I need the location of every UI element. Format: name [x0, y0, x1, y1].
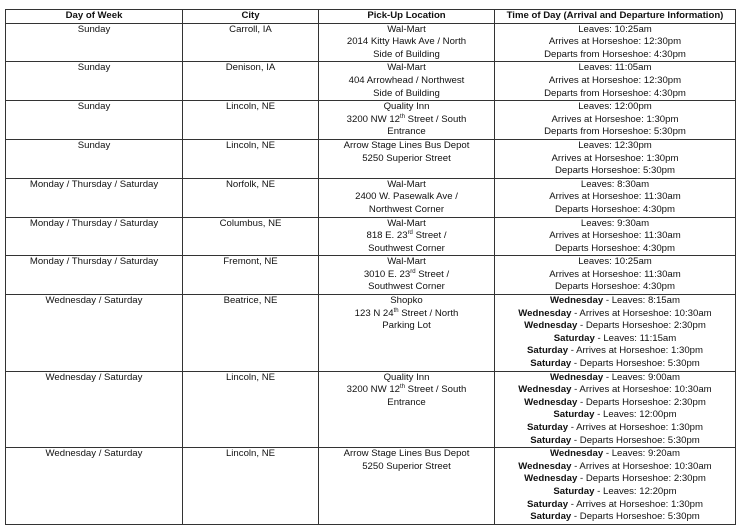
time-line: Leaves: 12:30pm [578, 139, 652, 151]
time-text: - Leaves: 9:20am [603, 448, 680, 460]
cell-day-of-week: Wednesday / Saturday [6, 295, 183, 372]
cell-time-of-day [495, 62, 736, 101]
time-line [497, 486, 733, 499]
time-line: Departs Horseshoe: 4:30pm [555, 281, 675, 293]
cell-city: Lincoln, NE [183, 371, 319, 448]
time-text: - Departs Horseshoe: 2:30pm [577, 396, 706, 408]
day-label: Saturday [553, 485, 595, 497]
cell-day-of-week: Monday / Thursday / Saturday [6, 178, 183, 217]
day-label: Wednesday [524, 473, 578, 485]
day-label: Wednesday [550, 371, 604, 383]
time-line: Arrives at Horseshoe: 12:30pm [548, 36, 682, 48]
time-line [497, 295, 733, 308]
cell-day-of-week: Wednesday / Saturday [6, 448, 183, 525]
table-row [6, 139, 736, 178]
day-label: Wednesday [524, 396, 578, 408]
time-line [497, 448, 733, 461]
location-line: Wal-Mart [387, 23, 426, 35]
location-text: 3200 NW 12 [346, 384, 400, 396]
location-line: Quality Inn [383, 371, 430, 383]
time-text: - Arrives at Horseshoe: 1:30pm [568, 422, 703, 433]
cell-city: Columbus, NE [183, 217, 319, 256]
time-line: Leaves: 8:30am [580, 178, 650, 190]
table-row [6, 295, 736, 372]
time-text: - Leaves: 12:20pm [594, 485, 677, 497]
time-line [497, 320, 733, 333]
location-line: Southwest Corner [368, 242, 445, 254]
cell-time-of-day [495, 256, 736, 295]
cell-time-of-day [495, 178, 736, 217]
time-line [497, 333, 733, 346]
cell-day-of-week: Wednesday / Saturday [6, 371, 183, 448]
cell-pickup-location [319, 371, 495, 448]
location-line [321, 384, 492, 397]
time-line [497, 345, 733, 358]
location-line [321, 230, 492, 243]
location-line: 2014 Kitty Hawk Ave / North [346, 36, 467, 48]
location-line: Parking Lot [382, 320, 431, 332]
cell-time-of-day [495, 295, 736, 372]
time-text: - Departs Horseshoe: 5:30pm [571, 434, 700, 446]
location-line [321, 308, 492, 321]
cell-day-of-week: Sunday [6, 139, 183, 178]
time-line: Leaves: 11:05am [578, 62, 652, 74]
time-line: Arrives at Horseshoe: 1:30pm [551, 113, 679, 125]
time-text: - Departs Horseshoe: 2:30pm [577, 320, 706, 332]
time-line [497, 473, 733, 486]
day-label: Saturday [553, 409, 595, 421]
location-line [321, 269, 492, 282]
time-text: - Departs Horseshoe: 5:30pm [571, 511, 700, 523]
header-time-of-day: Time of Day (Arrival and Departure Information) [495, 10, 736, 24]
location-line: Arrow Stage Lines Bus Depot [343, 448, 470, 460]
location-line: Northwest Corner [368, 203, 445, 215]
cell-pickup-location [319, 178, 495, 217]
location-text: 123 N 24 [354, 307, 394, 319]
table-row [6, 62, 736, 101]
location-line: Wal-Mart [387, 256, 426, 268]
day-label: Wednesday [524, 320, 578, 332]
day-label: Wednesday [518, 460, 572, 472]
location-line: 5250 Superior Street [362, 460, 451, 472]
cell-city: Lincoln, NE [183, 101, 319, 140]
time-line: Departs Horseshoe: 5:30pm [555, 165, 675, 177]
header-pickup-location: Pick-Up Location [319, 10, 495, 24]
day-label: Wednesday [550, 448, 604, 460]
location-line: Southwest Corner [368, 281, 445, 293]
location-line [321, 114, 492, 127]
cell-city: Beatrice, NE [183, 295, 319, 372]
cell-time-of-day [495, 217, 736, 256]
table-row [6, 371, 736, 448]
time-line [497, 499, 733, 512]
time-line [497, 397, 733, 410]
time-line [497, 409, 733, 422]
time-text: - Arrives at Horseshoe: 10:30am [571, 460, 712, 472]
time-line [497, 308, 733, 321]
location-line: Quality Inn [383, 101, 430, 113]
header-day-of-week: Day of Week [6, 10, 183, 24]
time-line [497, 358, 733, 371]
day-label: Saturday [527, 345, 569, 357]
cell-day-of-week: Sunday [6, 62, 183, 101]
cell-pickup-location [319, 295, 495, 372]
time-line: Departs Horseshoe: 4:30pm [555, 242, 675, 254]
cell-city: Norfolk, NE [183, 178, 319, 217]
location-line: Wal-Mart [387, 217, 426, 229]
time-line [497, 372, 733, 385]
table-row [6, 101, 736, 140]
time-text: - Departs Horseshoe: 5:30pm [571, 358, 700, 370]
day-label: Wednesday [550, 295, 604, 307]
time-line: Leaves: 10:25am [578, 256, 652, 268]
cell-time-of-day [495, 139, 736, 178]
time-line: Arrives at Horseshoe: 11:30am [549, 268, 681, 280]
location-text: 3010 E. 23 [363, 268, 411, 280]
cell-pickup-location [319, 448, 495, 525]
location-line: Entrance [387, 396, 426, 408]
cell-pickup-location [319, 139, 495, 178]
cell-city: Lincoln, NE [183, 139, 319, 178]
location-line: Arrow Stage Lines Bus Depot [343, 139, 470, 151]
time-text: - Leaves: 12:00pm [594, 409, 677, 421]
time-text: - Arrives at Horseshoe: 1:30pm [568, 498, 703, 510]
location-line: Wal-Mart [387, 178, 426, 190]
day-label: Wednesday [518, 384, 572, 396]
table-row [6, 23, 736, 62]
time-line: Arrives at Horseshoe: 12:30pm [548, 74, 682, 86]
bus-schedule-table [5, 9, 736, 525]
cell-city: Lincoln, NE [183, 448, 319, 525]
time-line: Departs from Horseshoe: 4:30pm [544, 87, 686, 99]
location-line: 404 Arrowhead / Northwest [348, 74, 465, 86]
time-line: Departs from Horseshoe: 5:30pm [544, 126, 686, 138]
time-text: - Arrives at Horseshoe: 1:30pm [568, 345, 703, 357]
table-row [6, 178, 736, 217]
location-text: Street / North [398, 307, 459, 319]
day-label: Saturday [530, 434, 572, 446]
cell-day-of-week: Sunday [6, 101, 183, 140]
location-text: Street / [412, 230, 447, 242]
location-text: Street / South [405, 384, 467, 396]
time-line [497, 422, 733, 435]
time-line [497, 461, 733, 474]
location-text: Street / [415, 268, 450, 280]
location-text: Street / South [405, 113, 467, 125]
location-line: Wal-Mart [387, 62, 426, 74]
time-text: - Leaves: 9:00am [603, 371, 680, 383]
ordinal-suffix: th [399, 384, 405, 391]
ordinal-suffix: rd [410, 268, 416, 275]
table-row [6, 217, 736, 256]
cell-day-of-week: Monday / Thursday / Saturday [6, 256, 183, 295]
time-line: Leaves: 12:00pm [578, 101, 652, 113]
location-line: 5250 Superior Street [362, 152, 451, 164]
cell-pickup-location [319, 101, 495, 140]
location-text: 818 E. 23 [366, 230, 408, 242]
time-text: - Leaves: 11:15am [594, 332, 677, 344]
table-header-row [6, 10, 736, 24]
cell-day-of-week: Sunday [6, 23, 183, 62]
location-line: Entrance [387, 126, 426, 138]
cell-day-of-week: Monday / Thursday / Saturday [6, 217, 183, 256]
table-body [6, 23, 736, 524]
day-label: Wednesday [518, 307, 572, 319]
day-label: Saturday [530, 511, 572, 523]
schedule-table-wrapper [5, 9, 736, 525]
time-line: Departs Horseshoe: 4:30pm [555, 203, 675, 215]
time-line [497, 511, 733, 524]
day-label: Saturday [527, 422, 569, 433]
time-text: - Arrives at Horseshoe: 10:30am [571, 384, 712, 396]
cell-city: Denison, IA [183, 62, 319, 101]
time-line [497, 384, 733, 397]
cell-pickup-location [319, 23, 495, 62]
time-line: Leaves: 10:25am [578, 23, 652, 35]
day-label: Saturday [530, 358, 572, 370]
ordinal-suffix: rd [407, 229, 413, 236]
ordinal-suffix: th [399, 113, 405, 120]
time-line: Arrives at Horseshoe: 1:30pm [551, 152, 679, 164]
time-line: Arrives at Horseshoe: 11:30am [549, 191, 681, 203]
location-line: 2400 W. Pasewalk Ave / [355, 191, 458, 203]
cell-time-of-day [495, 371, 736, 448]
time-text: - Departs Horseshoe: 2:30pm [577, 473, 706, 485]
time-line: Leaves: 9:30am [580, 217, 650, 229]
table-row [6, 448, 736, 525]
location-line: Side of Building [373, 87, 440, 99]
location-line: Shopko [390, 295, 423, 307]
cell-time-of-day [495, 101, 736, 140]
ordinal-suffix: th [393, 307, 399, 314]
time-line: Arrives at Horseshoe: 11:30am [549, 230, 681, 242]
cell-city: Carroll, IA [183, 23, 319, 62]
time-text: - Arrives at Horseshoe: 10:30am [571, 307, 712, 319]
cell-pickup-location [319, 217, 495, 256]
cell-time-of-day [495, 448, 736, 525]
time-text: - Leaves: 8:15am [603, 295, 680, 307]
cell-pickup-location [319, 62, 495, 101]
table-row [6, 256, 736, 295]
location-text: 3200 NW 12 [346, 113, 400, 125]
time-line [497, 435, 733, 448]
time-line: Departs from Horseshoe: 4:30pm [544, 48, 686, 60]
cell-city: Fremont, NE [183, 256, 319, 295]
cell-time-of-day [495, 23, 736, 62]
header-city: City [183, 10, 319, 24]
day-label: Saturday [553, 332, 595, 344]
cell-pickup-location [319, 256, 495, 295]
location-line: Side of Building [373, 48, 440, 60]
day-label: Saturday [527, 498, 569, 510]
